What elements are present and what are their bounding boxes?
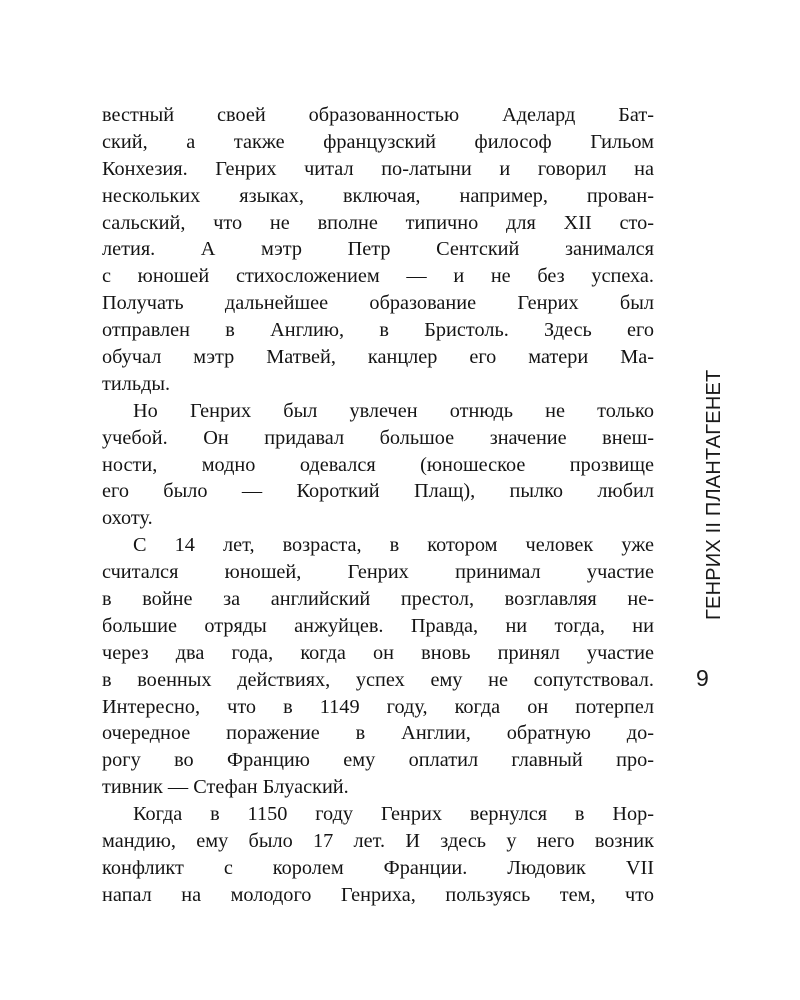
- text-line: летия. А мэтр Петр Сентский занимался: [102, 238, 654, 261]
- text-line: охоту.: [102, 507, 153, 530]
- text-line: сальский, что не вполне типично для XII сто-: [102, 211, 654, 234]
- text-line: отправлен в Англию, в Бристоль. Здесь его: [102, 319, 654, 342]
- text-line: Конхезия. Генрих читал по-латыни и говорил на: [102, 157, 654, 180]
- text-line: считался юношей, Генрих принимал участие: [102, 561, 654, 584]
- text-line: мандию, ему было 17 лет. И здесь у него возник: [102, 830, 654, 853]
- text-line: ский, а также французский философ Гильом: [102, 130, 654, 153]
- text-line: нескольких языках, включая, например, прован-: [102, 184, 654, 207]
- text-line: учебой. Он придавал большое значение внеш-: [102, 426, 654, 449]
- text-line: Но Генрих был увлечен отнюдь не только: [133, 399, 654, 422]
- text-line: вестный своей образованностью Аделард Бат-: [102, 104, 654, 126]
- text-line: тильды.: [102, 372, 171, 395]
- text-line: его было — Короткий Плащ), пылко любил: [102, 480, 654, 503]
- body-text: [102, 102, 654, 909]
- text-line: Когда в 1150 году Генрих вернулся в Нор-: [133, 803, 654, 826]
- text-line: большие отряды анжуйцев. Правда, ни тогда, ни: [102, 614, 654, 637]
- text-line: Интересно, что в 1149 году, когда он потерпел: [102, 695, 654, 718]
- text-line: обучал мэтр Матвей, канцлер его матери Ма-: [102, 346, 654, 369]
- text-line: тивник — Стефан Блуаский.: [102, 776, 349, 799]
- text-line: С 14 лет, возраста, в котором человек уже: [133, 534, 654, 557]
- page-number: 9: [696, 665, 709, 691]
- text-line: через два года, когда он вновь принял участие: [102, 641, 654, 664]
- running-head: ГЕНРИХ II ПЛАНТАГЕНЕТ: [703, 369, 725, 620]
- text-line: очередное поражение в Англии, обратную до-: [102, 722, 654, 745]
- text-line: Получать дальнейшее образование Генрих был: [102, 292, 654, 315]
- text-line: напал на молодого Генриха, пользуясь тем, что: [102, 883, 654, 906]
- text-line: конфликт с королем Франции. Людовик VII: [102, 856, 654, 879]
- text-line: рогу во Францию ему оплатил главный про-: [102, 749, 654, 772]
- text-line: с юношей стихосложением — и не без успеха.: [102, 265, 654, 288]
- text-line: в военных действиях, успех ему не сопутствовал.: [102, 668, 654, 691]
- text-line: ности, модно одевался (юношеское прозвище: [102, 453, 654, 476]
- text-line: в войне за английский престол, возглавляя не-: [102, 588, 654, 611]
